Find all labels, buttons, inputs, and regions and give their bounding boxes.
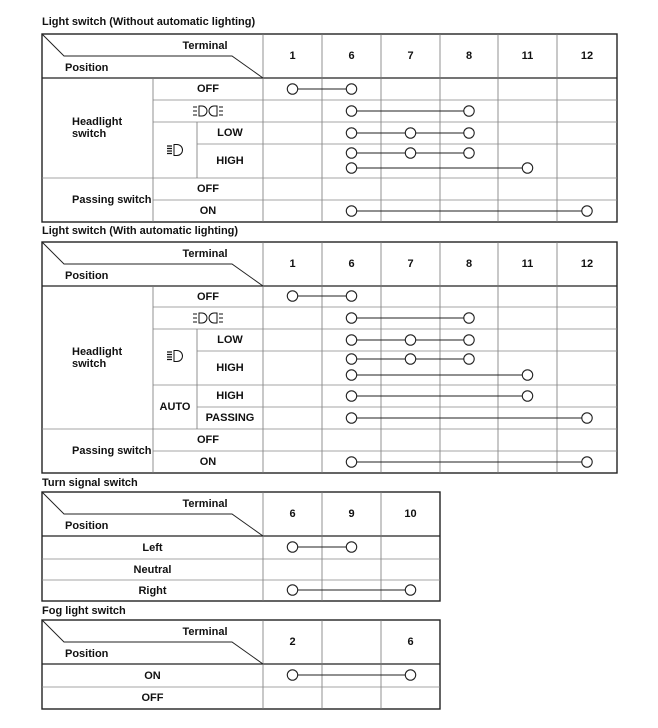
terminal-connection-point [346, 391, 356, 401]
terminal-connection-point [346, 335, 356, 345]
switch-group-label: Headlight switch [72, 345, 123, 370]
terminal-header-label: Terminal [182, 248, 228, 260]
terminal-number: 6 [348, 50, 355, 62]
terminal-connection-point [464, 354, 474, 364]
terminal-connection-point [582, 206, 592, 216]
switch-position-label: ON [199, 456, 217, 468]
terminal-connection-point [405, 354, 415, 364]
terminal-connection-point [346, 163, 356, 173]
terminal-connection-point [346, 291, 356, 301]
terminal-number: 7 [407, 50, 414, 62]
terminal-connection-point [346, 457, 356, 467]
terminal-connection-point [464, 313, 474, 323]
terminal-connection-point [346, 370, 356, 380]
switch-position-label: PASSING [205, 412, 255, 424]
switch-position-label: OFF [197, 434, 219, 446]
switch-position-label: OFF [141, 692, 164, 704]
terminal-number: 11 [521, 50, 534, 62]
terminal-number: 6 [289, 508, 296, 520]
switch-position-label: OFF [197, 183, 219, 195]
terminal-number: 8 [465, 258, 473, 270]
terminal-connection-point [346, 84, 356, 94]
terminal-number: 10 [404, 508, 417, 520]
switch-position-label: HIGH [216, 362, 244, 374]
terminal-connection-point [346, 148, 356, 158]
terminal-connection-point [522, 163, 532, 173]
table-title: Turn signal switch [42, 477, 138, 489]
switch-position-label: Left [142, 541, 163, 554]
terminal-header-label: Terminal [182, 626, 228, 638]
terminal-connection-point [522, 391, 532, 401]
terminal-number: 11 [521, 258, 534, 270]
position-header-label: Position [65, 270, 109, 282]
terminal-connection-point [582, 457, 592, 467]
terminal-connection-point [346, 128, 356, 138]
terminal-connection-point [405, 670, 415, 680]
terminal-connection-point [346, 354, 356, 364]
terminal-connection-point [405, 335, 415, 345]
terminal-connection-point [464, 335, 474, 345]
switch-position-label: Right [138, 584, 167, 597]
switch-position-label: ON [199, 205, 217, 217]
position-header-label: Position [65, 62, 109, 74]
switch-subgroup-label: AUTO [159, 401, 191, 413]
table-title: Light switch (With automatic lighting) [42, 225, 239, 237]
terminal-connection-point [405, 585, 415, 595]
terminal-connection-point [287, 585, 297, 595]
switch-position-label: OFF [197, 83, 219, 95]
terminal-connection-point [464, 148, 474, 158]
switch-position-label: ON [144, 669, 161, 682]
terminal-number: 12 [580, 258, 594, 270]
terminal-number: 6 [407, 636, 414, 648]
table-title: Light switch (Without automatic lighting) [42, 16, 256, 28]
terminal-number [322, 620, 381, 664]
headlight-icon [167, 145, 183, 156]
parking-lamp-icon [193, 106, 223, 116]
terminal-connection-point [287, 291, 297, 301]
terminal-number: 9 [348, 508, 355, 520]
switch-position-label: HIGH [216, 390, 244, 402]
terminal-header-label: Terminal [182, 40, 228, 52]
terminal-connection-point [287, 84, 297, 94]
headlight-icon [167, 351, 182, 362]
terminal-number: 1 [289, 50, 296, 62]
terminal-connection-point [346, 106, 356, 116]
terminal-number: 2 [289, 636, 296, 648]
table-title: Fog light switch [42, 605, 126, 617]
terminal-connection-point [582, 413, 592, 423]
terminal-number: 1 [289, 258, 296, 270]
switch-group-label: Passing switch [72, 194, 152, 206]
terminal-connection-point [287, 542, 297, 552]
terminal-number: 12 [580, 50, 594, 62]
terminal-connection-point [464, 128, 474, 138]
terminal-connection-point [405, 148, 415, 158]
terminal-connection-point [346, 206, 356, 216]
parking-lamp-icon [193, 313, 223, 323]
switch-position-label: HIGH [216, 155, 244, 167]
terminal-header-label: Terminal [182, 498, 228, 510]
switch-group-label: Passing switch [72, 445, 152, 457]
terminal-connection-point [405, 128, 415, 138]
terminal-number: 7 [407, 258, 414, 270]
terminal-number: 8 [465, 50, 473, 62]
switch-position-label: LOW [217, 334, 243, 346]
terminal-connection-point [346, 313, 356, 323]
position-header-label: Position [65, 520, 109, 532]
terminal-connection-point [287, 670, 297, 680]
switch-position-label: OFF [197, 290, 219, 303]
terminal-connection-point [346, 413, 356, 423]
switch-position-label: Neutral [133, 563, 172, 576]
terminal-number: 6 [348, 258, 355, 270]
terminal-connection-point [346, 542, 356, 552]
switch-position-label: LOW [217, 127, 243, 139]
position-header-label: Position [65, 648, 109, 660]
terminal-connection-point [464, 106, 474, 116]
terminal-connection-point [522, 370, 532, 380]
switch-group-label: Headlight switch [72, 116, 123, 140]
